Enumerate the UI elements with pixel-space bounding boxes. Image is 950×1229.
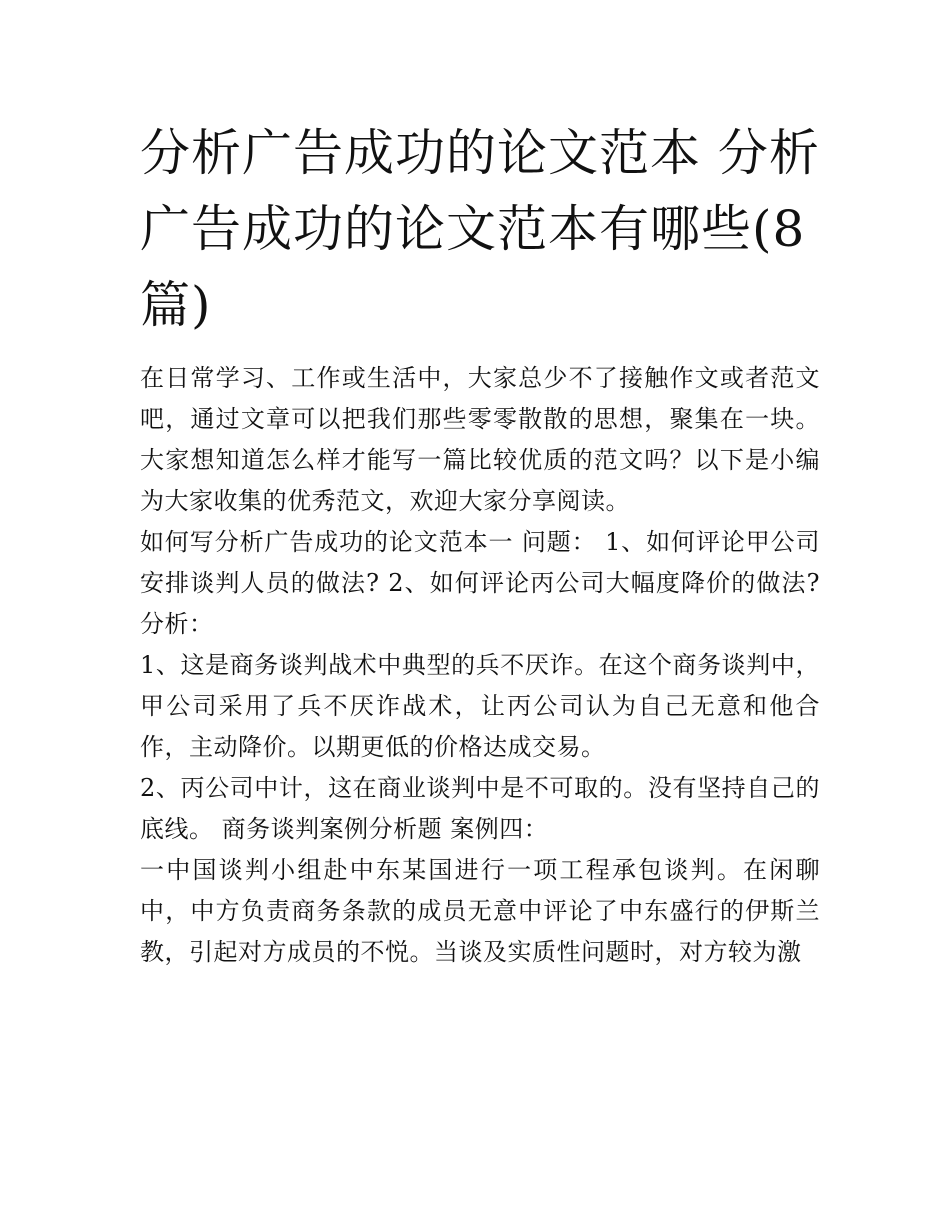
document-title: 分析广告成功的论文范本 分析广告成功的论文范本有哪些(8篇) bbox=[140, 124, 820, 334]
document-body bbox=[140, 358, 820, 973]
paragraph-analysis-1: 1、这是商务谈判战术中典型的兵不厌诈。在这个商务谈判中，甲公司采用了兵不厌诈战术，让丙公司认为自己无意和他合作，主动降价。以期更低的价格达成交易。 bbox=[140, 651, 820, 761]
paragraph-analysis-2: 2、丙公司中计，这在商业谈判中是不可取的。没有坚持自己的底线。 商务谈判案例分析题 案例四： bbox=[140, 774, 820, 843]
paragraph-intro: 在日常学习、工作或生活中，大家总少不了接触作文或者范文吧，通过文章可以把我们那些零零散散的思想，聚集在一块。大家想知道怎么样才能写一篇比较优质的范文吗？以下是小编为大家收集的优秀范文，欢迎大家分享阅读。 bbox=[140, 364, 820, 515]
paragraph-questions: 如何写分析广告成功的论文范本一 问题： 1、如何评论甲公司安排谈判人员的做法? 2、如何评论丙公司大幅度降价的做法? 分析： bbox=[140, 528, 820, 638]
paragraph-case: 一中国谈判小组赴中东某国进行一项工程承包谈判。在闲聊中，中方负责商务条款的成员无意中评论了中东盛行的伊斯兰教，引起对方成员的不悦。当谈及实质性问题时，对方较为激 bbox=[140, 856, 820, 966]
